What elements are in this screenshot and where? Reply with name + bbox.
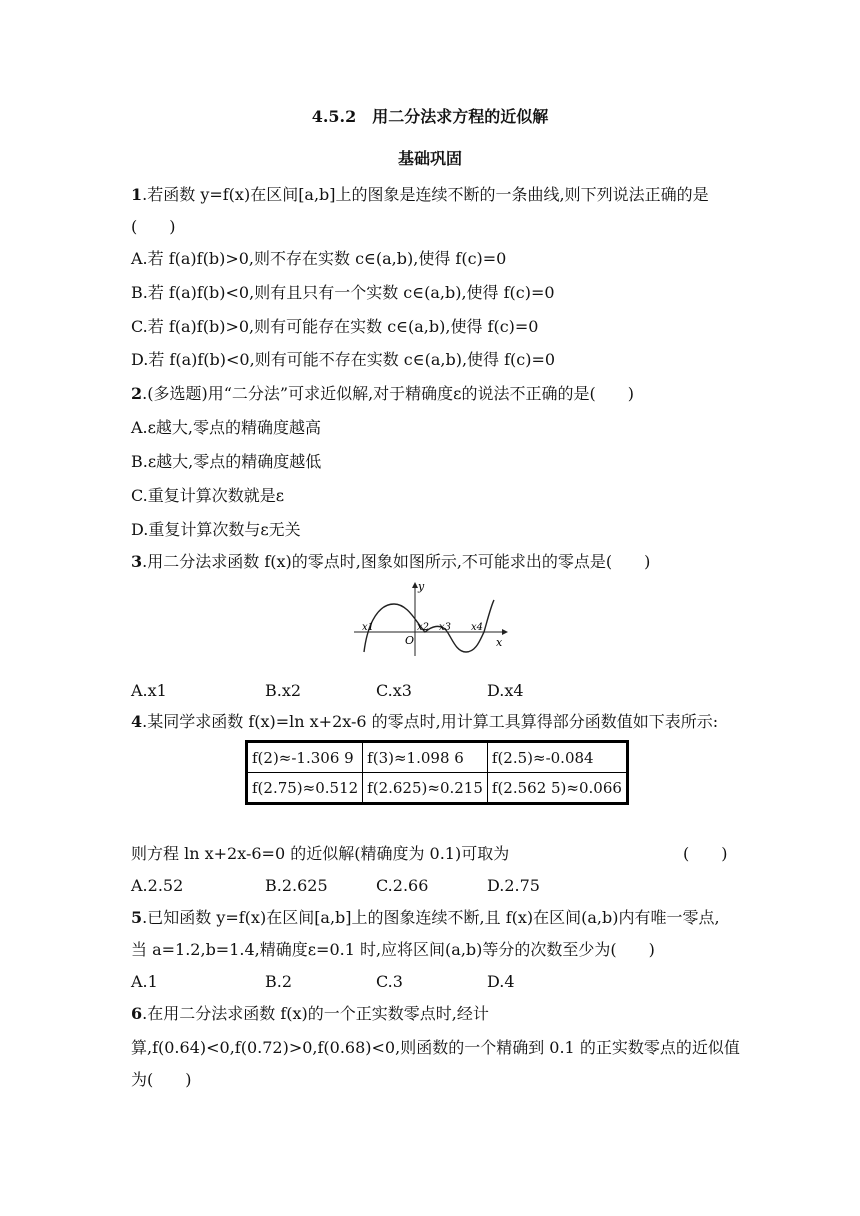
- question-number: 3: [131, 552, 143, 571]
- question-3-stem: [131, 552, 650, 572]
- question-1-option-b: B.若 f(a)f(b)<0,则有且只有一个实数 c∈(a,b),使得 f(c)=0: [131, 283, 555, 302]
- question-number: 1: [131, 185, 143, 204]
- question-text: .已知函数 y=f(x)在区间[a,b]上的图象连续不断,且 f(x)在区间(a,b)内有唯一零点,: [142, 908, 720, 927]
- question-2-option-c: C.重复计算次数就是ε: [131, 486, 285, 505]
- question-3-option-b: B.x2: [265, 681, 302, 700]
- question-4-stem: [131, 712, 718, 732]
- question-2-option-a: A.ε越大,零点的精确度越高: [131, 418, 322, 437]
- question-text: .某同学求函数 f(x)=ln x+2x-6 的零点时,用计算工具算得部分函数值如下表所示:: [142, 712, 719, 731]
- question-4-option-d: D.2.75: [487, 876, 540, 895]
- y-axis-label: y: [418, 580, 425, 593]
- question-1-option-a: A.若 f(a)f(b)>0,则不存在实数 c∈(a,b),使得 f(c)=0: [131, 249, 507, 268]
- origin-label: O: [405, 634, 415, 647]
- x-axis-arrow: [502, 629, 508, 635]
- question-2-option-b: B.ε越大,零点的精确度越低: [131, 452, 322, 471]
- question-number: 4: [131, 712, 143, 731]
- section-title: 4.5.2 用二分法求方程的近似解: [311, 107, 549, 126]
- table-row: [247, 742, 628, 773]
- question-text: .(多选题)用“二分法”可求近似解,对于精确度ε的说法不正确的是( ): [142, 384, 634, 403]
- question-5-stem: [131, 908, 720, 928]
- question-4-option-a: A.2.52: [131, 876, 184, 895]
- question-1-stem: [131, 185, 709, 205]
- question-6-stem-end: 为( ): [131, 1070, 192, 1089]
- question-4-paren: ( ): [683, 844, 728, 863]
- question-5-option-b: B.2: [265, 972, 293, 991]
- table-cell: f(3)≈1.098 6: [363, 742, 488, 773]
- table-cell: f(2.562 5)≈0.066: [487, 773, 627, 804]
- function-graph-figure: [350, 580, 520, 660]
- question-5-stem-cont: 当 a=1.2,b=1.4,精确度ε=0.1 时,应将区间(a,b)等分的次数至少为( ): [131, 940, 655, 959]
- question-3-option-c: C.x3: [376, 681, 412, 700]
- question-4-followup: 则方程 ln x+2x-6=0 的近似解(精确度为 0.1)可取为: [131, 844, 510, 863]
- question-3-option-d: D.x4: [487, 681, 524, 700]
- table-cell: f(2.75)≈0.512: [247, 773, 363, 804]
- question-5-option-d: D.4: [487, 972, 515, 991]
- question-text: .用二分法求函数 f(x)的零点时,图象如图所示,不可能求出的零点是( ): [142, 552, 651, 571]
- question-number: 6: [131, 1004, 143, 1023]
- section-subtitle: 基础巩固: [397, 149, 462, 168]
- question-6-stem-cont: 算,f(0.64)<0,f(0.72)>0,f(0.68)<0,则函数的一个精确到 0.1 的正实数零点的近似值: [131, 1038, 740, 1057]
- question-3-option-a: A.x1: [131, 681, 167, 700]
- question-1-paren: ( ): [131, 217, 176, 236]
- zero-label-x4: x4: [471, 622, 484, 633]
- question-5-option-a: A.1: [131, 972, 158, 991]
- question-1-option-d: D.若 f(a)f(b)<0,则有可能不存在实数 c∈(a,b),使得 f(c)=0: [131, 350, 556, 369]
- table-row: [247, 773, 628, 804]
- question-4-option-c: C.2.66: [376, 876, 429, 895]
- function-values-table: [245, 740, 629, 805]
- zero-label-x3: x3: [439, 622, 452, 633]
- table-cell: f(2.5)≈-0.084: [487, 742, 627, 773]
- table-cell: f(2.625)≈0.215: [363, 773, 488, 804]
- question-2-stem: [131, 384, 634, 404]
- question-5-option-c: C.3: [376, 972, 403, 991]
- question-text: .若函数 y=f(x)在区间[a,b]上的图象是连续不断的一条曲线,则下列说法正确的是: [142, 185, 709, 204]
- zero-label-x1: x1: [362, 622, 375, 633]
- question-1-option-c: C.若 f(a)f(b)>0,则有可能存在实数 c∈(a,b),使得 f(c)=0: [131, 317, 539, 336]
- question-text: .在用二分法求函数 f(x)的一个正实数零点时,经计: [142, 1004, 489, 1023]
- x-axis-label: x: [496, 636, 503, 649]
- question-4-option-b: B.2.625: [265, 876, 328, 895]
- question-number: 5: [131, 908, 143, 927]
- zero-label-x2: x2: [417, 622, 430, 633]
- question-2-option-d: D.重复计算次数与ε无关: [131, 520, 301, 539]
- table-cell: f(2)≈-1.306 9: [247, 742, 363, 773]
- question-number: 2: [131, 384, 143, 403]
- question-6-stem: [131, 1004, 489, 1024]
